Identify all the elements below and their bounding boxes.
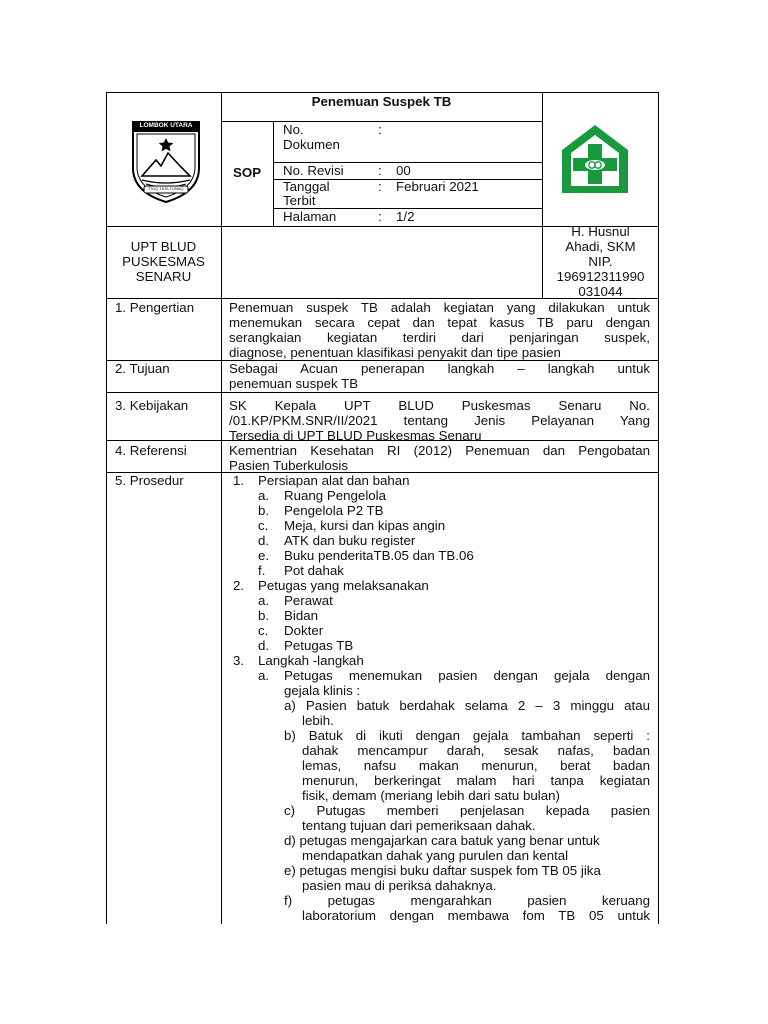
section-text-line: diagnose, penentuan klasifikasi penyakit dan tipe pasien xyxy=(229,345,561,360)
meta-separator: : xyxy=(378,179,382,194)
meta-value: Februari 2021 xyxy=(396,179,479,194)
procedure-item: Bidan xyxy=(284,608,319,623)
section-text-line: Penemuan suspek TB adalah kegiatan yang dilakukan untuk xyxy=(229,300,650,315)
procedure-item: Ruang Pengelola xyxy=(284,488,387,503)
procedure-item: Pot dahak xyxy=(284,563,344,578)
table-border-left xyxy=(106,92,107,924)
procedure-subitem: dahak mencampur darah, sesak nafas, badan xyxy=(302,743,650,758)
meta-label: Tanggal xyxy=(283,179,330,194)
section-text-line: Tersedia di UPT BLUD Puskesmas Senaru xyxy=(229,428,482,443)
procedure-subitem: b) Batuk di ikuti dengan gejala tambahan seperti : xyxy=(284,728,650,743)
procedure-marker: b. xyxy=(258,608,270,623)
procedure-subitem: c) Putugas memberi penjelasan kepada pasien xyxy=(284,803,650,818)
table-column-rule xyxy=(221,92,222,924)
signatory-text: 196912311990 xyxy=(556,269,645,284)
sop-label: SOP xyxy=(233,165,262,180)
institution-name: PUSKESMAS xyxy=(122,254,205,269)
procedure-item: Petugas TB xyxy=(284,638,354,653)
section-label-kebijakan: 3. Kebijakan xyxy=(115,398,189,413)
section-text-line: Kementrian Kesehatan RI (2012) Penemuan dan Pengobatan xyxy=(229,443,650,458)
procedure-marker: 1. xyxy=(233,473,245,488)
procedure-item: Dokter xyxy=(284,623,324,638)
procedure-marker: c. xyxy=(258,623,269,638)
section-label-tujuan: 2. Tujuan xyxy=(115,361,170,376)
procedure-item: Pengelola P2 TB xyxy=(284,503,384,518)
procedure-subitem: mendapatkan dahak yang purulen dan kental xyxy=(302,848,569,863)
procedure-marker: f. xyxy=(258,563,266,578)
procedure-item: Meja, kursi dan kipas angin xyxy=(284,518,446,533)
procedure-subitem: f) petugas mengarahkan pasien keruang xyxy=(284,893,650,908)
procedure-subitem: d) petugas mengajarkan cara batuk yang benar untuk xyxy=(284,833,600,848)
procedure-item: Petugas yang melaksanakan xyxy=(258,578,429,593)
procedure-item: Langkah -langkah xyxy=(258,653,364,668)
procedure-marker: a. xyxy=(258,488,270,503)
procedure-marker: 2. xyxy=(233,578,245,593)
procedure-subitem: laboratorium dengan membawa fom TB 05 untuk xyxy=(302,908,650,923)
puskesmas-logo-mark xyxy=(559,122,631,196)
signatory-text: Ahadi, SKM xyxy=(565,239,636,254)
meta-separator: : xyxy=(378,209,382,224)
signatory-text: NIP. xyxy=(588,254,613,269)
signatory-text: 031044 xyxy=(578,284,623,299)
section-label-prosedur: 5. Prosedur xyxy=(115,473,184,488)
puskesmas-logo xyxy=(559,122,631,196)
meta-value: 1/2 xyxy=(396,209,415,224)
procedure-subitem: a) Pasien batuk berdahak selama 2 – 3 minggu atau xyxy=(284,698,650,713)
procedure-item: gejala klinis : xyxy=(284,683,361,698)
meta-separator: : xyxy=(378,122,382,137)
institution-name: SENARU xyxy=(135,269,192,284)
procedure-subitem: tentang tujuan dari pemeriksaan dahak. xyxy=(302,818,536,833)
institution-name: UPT BLUD xyxy=(130,239,197,254)
procedure-item: ATK dan buku register xyxy=(284,533,416,548)
procedure-marker: 3. xyxy=(233,653,245,668)
procedure-marker: b. xyxy=(258,503,270,518)
procedure-item: Perawat xyxy=(284,593,333,608)
section-label-pengertian: 1. Pengertian xyxy=(115,300,195,315)
meta-value: 00 xyxy=(396,163,411,178)
procedure-subitem: menurun, berkeringat malam hari tanpa kegiatan xyxy=(302,773,650,788)
meta-label: Halaman xyxy=(283,209,337,224)
section-text-line: SK Kepala UPT BLUD Puskesmas Senaru No. xyxy=(229,398,650,413)
sop-document xyxy=(106,92,659,924)
procedure-subitem: pasien mau di periksa dahaknya. xyxy=(302,878,497,893)
meta-label: Terbit xyxy=(283,193,316,208)
procedure-marker: a. xyxy=(258,668,270,683)
emblem-ribbon-text: TIOQ TATA TUNAQ xyxy=(148,186,184,191)
section-text-line: Pasien Tuberkulosis xyxy=(229,458,348,473)
procedure-marker: d. xyxy=(258,638,270,653)
table-border-top xyxy=(106,92,659,93)
procedure-subitem: fisik, demam (meriang lebih dari satu bulan) xyxy=(302,788,560,803)
section-text-line: /01.KP/PKM.SNR/II/2021 tentang Jenis Pelayanan Yang xyxy=(229,413,650,428)
emblem-banner-text: LOMBOK UTARA xyxy=(139,122,193,129)
meta-label: No. xyxy=(283,122,304,137)
procedure-marker: c. xyxy=(258,518,269,533)
meta-label: No. Revisi xyxy=(283,163,344,178)
meta-separator: : xyxy=(378,163,382,178)
procedure-item: Buku penderitaTB.05 dan TB.06 xyxy=(284,548,474,563)
procedure-marker: d. xyxy=(258,533,270,548)
procedure-item: Persiapan alat dan bahan xyxy=(258,473,410,488)
table-column-rule xyxy=(273,121,274,226)
procedure-marker: a. xyxy=(258,593,270,608)
regency-emblem xyxy=(130,120,202,204)
signatory-text: H. Husnul xyxy=(571,224,630,239)
table-border-right xyxy=(658,92,659,924)
procedure-marker: e. xyxy=(258,548,270,563)
section-text-line: penemuan suspek TB xyxy=(229,376,359,391)
procedure-item: Petugas menemukan pasien dengan gejala dengan xyxy=(284,668,650,683)
section-text-line: menemukan secara cepat dan tepat kasus TB paru dengan xyxy=(229,315,650,330)
procedure-subitem: e) petugas mengisi buku daftar suspek fom TB 05 jika xyxy=(284,863,601,878)
section-text-line: Sebagai Acuan penerapan langkah – langkah untuk xyxy=(229,361,650,376)
procedure-subitem: lemas, nafsu makan menurun, berat badan xyxy=(302,758,650,773)
table-rule xyxy=(106,392,659,393)
section-label-referensi: 4. Referensi xyxy=(115,443,187,458)
document-title: Penemuan Suspek TB xyxy=(311,94,452,109)
section-text-line: serangkaian kegiatan terdiri dari penjaringan suspek, xyxy=(229,330,650,345)
meta-label: Dokumen xyxy=(283,137,340,152)
procedure-subitem: lebih. xyxy=(302,713,334,728)
